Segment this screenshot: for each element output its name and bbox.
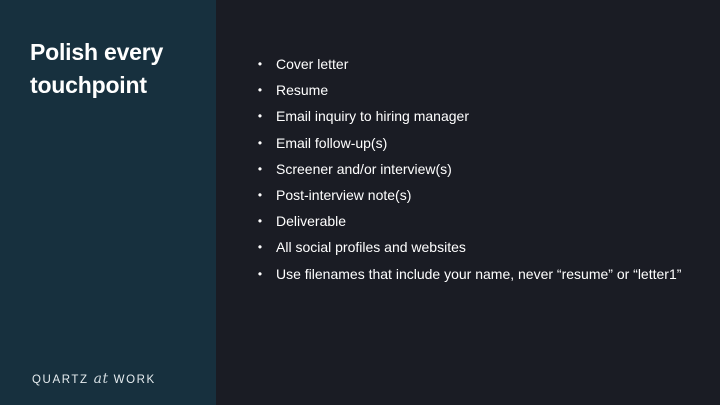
bullet-dot-icon: •: [257, 240, 263, 255]
content-panel: [216, 0, 720, 405]
bullet-dot-icon: •: [257, 135, 263, 150]
bullet-text: Deliverable: [276, 213, 347, 230]
slide-title: Polish every touchpoint: [30, 39, 164, 98]
bullet-item: [256, 212, 681, 230]
bullet-text: Resume: [276, 82, 329, 99]
bullet-text: Email inquiry to hiring manager: [276, 108, 469, 125]
bullet-item: [256, 238, 681, 256]
logo-at-text: at: [93, 371, 109, 387]
bullet-text: Screener and/or interview(s): [276, 160, 452, 177]
bullet-dot-icon: •: [257, 57, 263, 71]
title-panel: [0, 0, 216, 405]
quartz-at-work-logo: [32, 371, 156, 387]
bullet-dot-icon: •: [257, 266, 263, 281]
bullet-item: [256, 81, 681, 99]
bullet-dot-icon: •: [257, 83, 263, 98]
bullet-item: [256, 186, 681, 204]
bullet-text: Post-interview note(s): [276, 186, 412, 203]
bullet-dot-icon: •: [257, 214, 263, 229]
bullet-text: All social profiles and websites: [276, 239, 466, 256]
bullet-item: [256, 265, 681, 283]
bullet-dot-icon: •: [257, 109, 263, 124]
bullet-list: [256, 55, 681, 291]
logo-work-text: WORK: [113, 374, 156, 386]
bullet-text: Email follow-up(s): [276, 134, 388, 151]
bullet-item: [256, 107, 681, 125]
bullet-text: Use filenames that include your name, never “resume” or “letter1”: [276, 265, 682, 282]
bullet-item: [256, 134, 681, 152]
bullet-item: [256, 160, 681, 178]
logo-quartz-text: QUARTZ: [32, 374, 89, 386]
bullet-text: Cover letter: [276, 56, 349, 72]
bullet-dot-icon: •: [257, 161, 263, 176]
bullet-item: [256, 55, 681, 73]
bullet-dot-icon: •: [257, 187, 263, 202]
